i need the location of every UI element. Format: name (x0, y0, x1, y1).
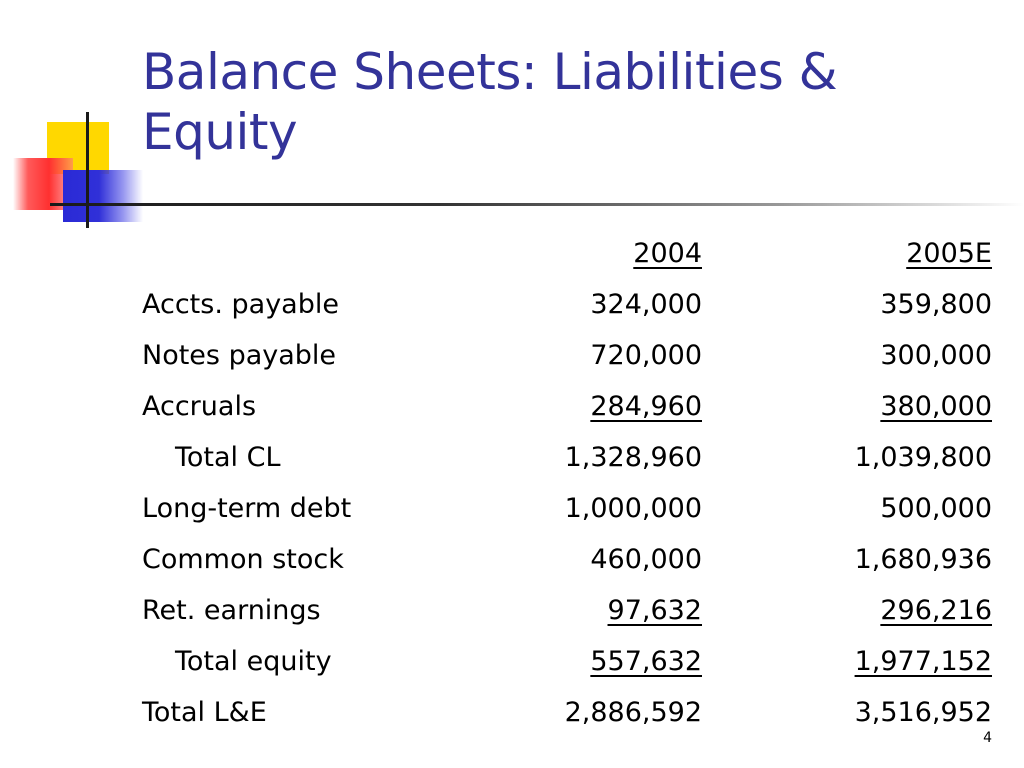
row-label: Total L&E (142, 697, 267, 728)
row-label: Total CL (175, 442, 281, 473)
value-2004 (442, 585, 702, 636)
value-2005e (702, 381, 992, 432)
value-2004-text: 284,960 (590, 391, 702, 422)
value-2004: 1,000,000 (564, 493, 702, 524)
value-2004: 324,000 (590, 289, 702, 320)
value-2004: 460,000 (590, 544, 702, 575)
logo-vertical-line (86, 112, 89, 228)
value-2004 (442, 636, 702, 687)
value-2004: 2,886,592 (564, 697, 702, 728)
table-row (142, 279, 992, 330)
value-2004: 720,000 (590, 340, 702, 371)
table-row (142, 534, 992, 585)
row-label: Ret. earnings (142, 595, 321, 626)
slide-title: Balance Sheets: Liabilities & Equity (142, 43, 838, 161)
table-row (142, 687, 992, 738)
row-label: Accts. payable (142, 289, 339, 320)
logo-blue-square (63, 170, 143, 222)
balance-sheet-table (142, 228, 992, 738)
table-row (142, 483, 992, 534)
value-2005e (702, 636, 992, 687)
table-row (142, 636, 992, 687)
slide-number: 4 (983, 730, 992, 746)
value-2005e (702, 585, 992, 636)
row-label: Long-term debt (142, 493, 352, 524)
value-2005e: 359,800 (880, 289, 992, 320)
header-2004 (442, 228, 702, 279)
row-label: Notes payable (142, 340, 337, 371)
header-2005e-text: 2005E (906, 238, 992, 269)
value-2004: 1,328,960 (564, 442, 702, 473)
value-2005e-text: 380,000 (880, 391, 992, 422)
table-row (142, 432, 992, 483)
value-2005e: 1,680,936 (854, 544, 992, 575)
value-2005e: 500,000 (880, 493, 992, 524)
value-2005e: 1,039,800 (854, 442, 992, 473)
header-label (142, 228, 442, 279)
row-label: Accruals (142, 391, 257, 422)
value-2004 (442, 381, 702, 432)
value-2005e: 300,000 (880, 340, 992, 371)
value-2005e-text: 1,977,152 (854, 646, 992, 677)
table-header-row (142, 228, 992, 279)
value-2004-text: 557,632 (590, 646, 702, 677)
table-row (142, 585, 992, 636)
value-2004-text: 97,632 (607, 595, 702, 626)
title-divider (50, 203, 1024, 206)
value-2005e-text: 296,216 (880, 595, 992, 626)
value-2005e: 3,516,952 (854, 697, 992, 728)
row-label: Total equity (175, 646, 332, 677)
table-row (142, 381, 992, 432)
header-2005e (702, 228, 992, 279)
header-2004-text: 2004 (633, 238, 702, 269)
row-label: Common stock (142, 544, 344, 575)
table-row (142, 330, 992, 381)
